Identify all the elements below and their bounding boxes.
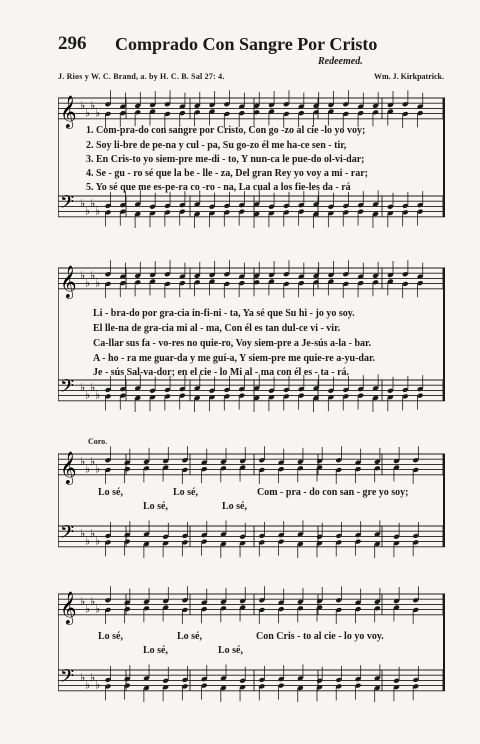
bass-clef-icon: 𝄢 [60,666,75,692]
treble-clef-icon: 𝄞 [60,450,77,484]
chorus-lyric: Lo sé, [98,631,123,642]
flat-icon: ♭ [80,380,86,394]
chorus-alto-lyric: Lo sé, [218,645,243,656]
chorus-alto-lyric: Lo sé, [143,501,168,512]
flat-icon: ♭ [85,602,91,616]
verse-4-line: A - ho - ra me guar-da y me guí-a, Y siem-pre me quie-re a-yu-dar. [93,353,376,364]
bass-clef-icon: 𝄢 [60,376,75,402]
flat-icon: ♭ [95,678,101,692]
hymn-subtitle: Redeemed. [318,56,363,67]
verse-5-line: Je - sús Sal-va-dor; en el cie - lo Mi al - ma con él es - ta - rá. [93,367,350,378]
chorus-alto-lyric: Lo sé, [143,645,168,656]
music-system-2 [58,260,445,420]
flat-icon: ♭ [90,268,96,282]
flat-icon: ♭ [95,204,101,218]
chorus-lyric: Lo sé, [177,631,202,642]
flat-icon: ♭ [90,98,96,112]
flat-icon: ♭ [90,196,96,210]
author-credit: J. Rios y W. C. Brand, a. by H. C. B. Sal 27: 4. [58,72,225,81]
flat-icon: ♭ [95,462,101,476]
chorus-lyric: Com - pra - do con san - gre yo soy; [257,487,409,498]
flat-icon: ♭ [95,388,101,402]
flat-icon: ♭ [95,106,101,120]
bass-clef-icon: 𝄢 [60,192,75,218]
chorus-lyric: Lo sé, [173,487,198,498]
flat-icon: ♭ [95,276,101,290]
composer-credit: Wm. J. Kirkpatrick. [374,72,444,81]
verse-2-line: 2. Soy li-bre de pe-na y cul - pa, Su go-zo él me ha-ce sen - tir, [86,140,347,151]
flat-icon: ♭ [85,462,91,476]
treble-clef-icon: 𝄞 [60,94,77,128]
chorus-lyric: Lo sé, [98,487,123,498]
flat-icon: ♭ [80,594,86,608]
staff-lines [58,268,445,401]
chorus-lyric: Con Cris - to al cie - lo yo voy. [256,631,384,642]
staff-notation [58,582,445,720]
bass-clef-icon: 𝄢 [60,522,75,548]
treble-clef-icon: 𝄞 [60,590,77,624]
treble-clef-icon: 𝄞 [60,264,77,298]
flat-icon: ♭ [90,454,96,468]
flat-icon: ♭ [85,204,91,218]
verse-1-line: Li - bra-do por gra-cia in-fi-ni - ta, Ya sé que Su hi - jo yo soy. [93,308,355,319]
flat-icon: ♭ [80,268,86,282]
hymn-number: 296 [58,33,87,54]
flat-icon: ♭ [95,534,101,548]
staff-notation [58,442,445,568]
music-system-1 [58,88,445,240]
hymn-title: Comprado Con Sangre Por Cristo [115,34,378,54]
verse-1-line: 1. Com-pra-do con sangre por Cristo, Con go -zo al cie -lo yo voy; [86,125,366,136]
flat-icon: ♭ [80,670,86,684]
flat-icon: ♭ [80,98,86,112]
verse-4-line: 4. Se - gu - ro sé que la be - lle - za, Del gran Rey yo voy a mi - rar; [86,168,368,179]
staff-lines [58,594,445,691]
flat-icon: ♭ [85,388,91,402]
flat-icon: ♭ [90,594,96,608]
flat-icon: ♭ [80,196,86,210]
verse-3-line: Ca-llar sus fa - vo-res no quie-ro, Voy siem-pre a Je-sús a-la - bar. [93,338,372,349]
flat-icon: ♭ [90,380,96,394]
noteheads [105,260,424,412]
chorus-label: Coro. [88,437,108,446]
verse-3-line: 3. En Cris-to yo siem-pre me-di - to, Y nun-ca le pue-do ol-vi-dar; [86,154,365,165]
music-system-4 [58,582,445,720]
flat-icon: ♭ [95,602,101,616]
verse-2-line: El lle-na de gra-cia mi al - ma, Con él es tan dul-ce vi - vir. [93,323,341,334]
flat-icon: ♭ [90,670,96,684]
flat-icon: ♭ [80,454,86,468]
flat-icon: ♭ [85,678,91,692]
music-system-3 [58,442,445,568]
staff-lines [58,454,445,547]
flat-icon: ♭ [85,106,91,120]
flat-icon: ♭ [90,526,96,540]
flat-icon: ♭ [85,276,91,290]
chorus-alto-lyric: Lo sé, [222,501,247,512]
flat-icon: ♭ [80,526,86,540]
flat-icon: ♭ [85,534,91,548]
verse-5-line: 5. Yo sé que me es-pe-ra co -ro - na, La cual a los fie-les da - rá [86,182,351,193]
